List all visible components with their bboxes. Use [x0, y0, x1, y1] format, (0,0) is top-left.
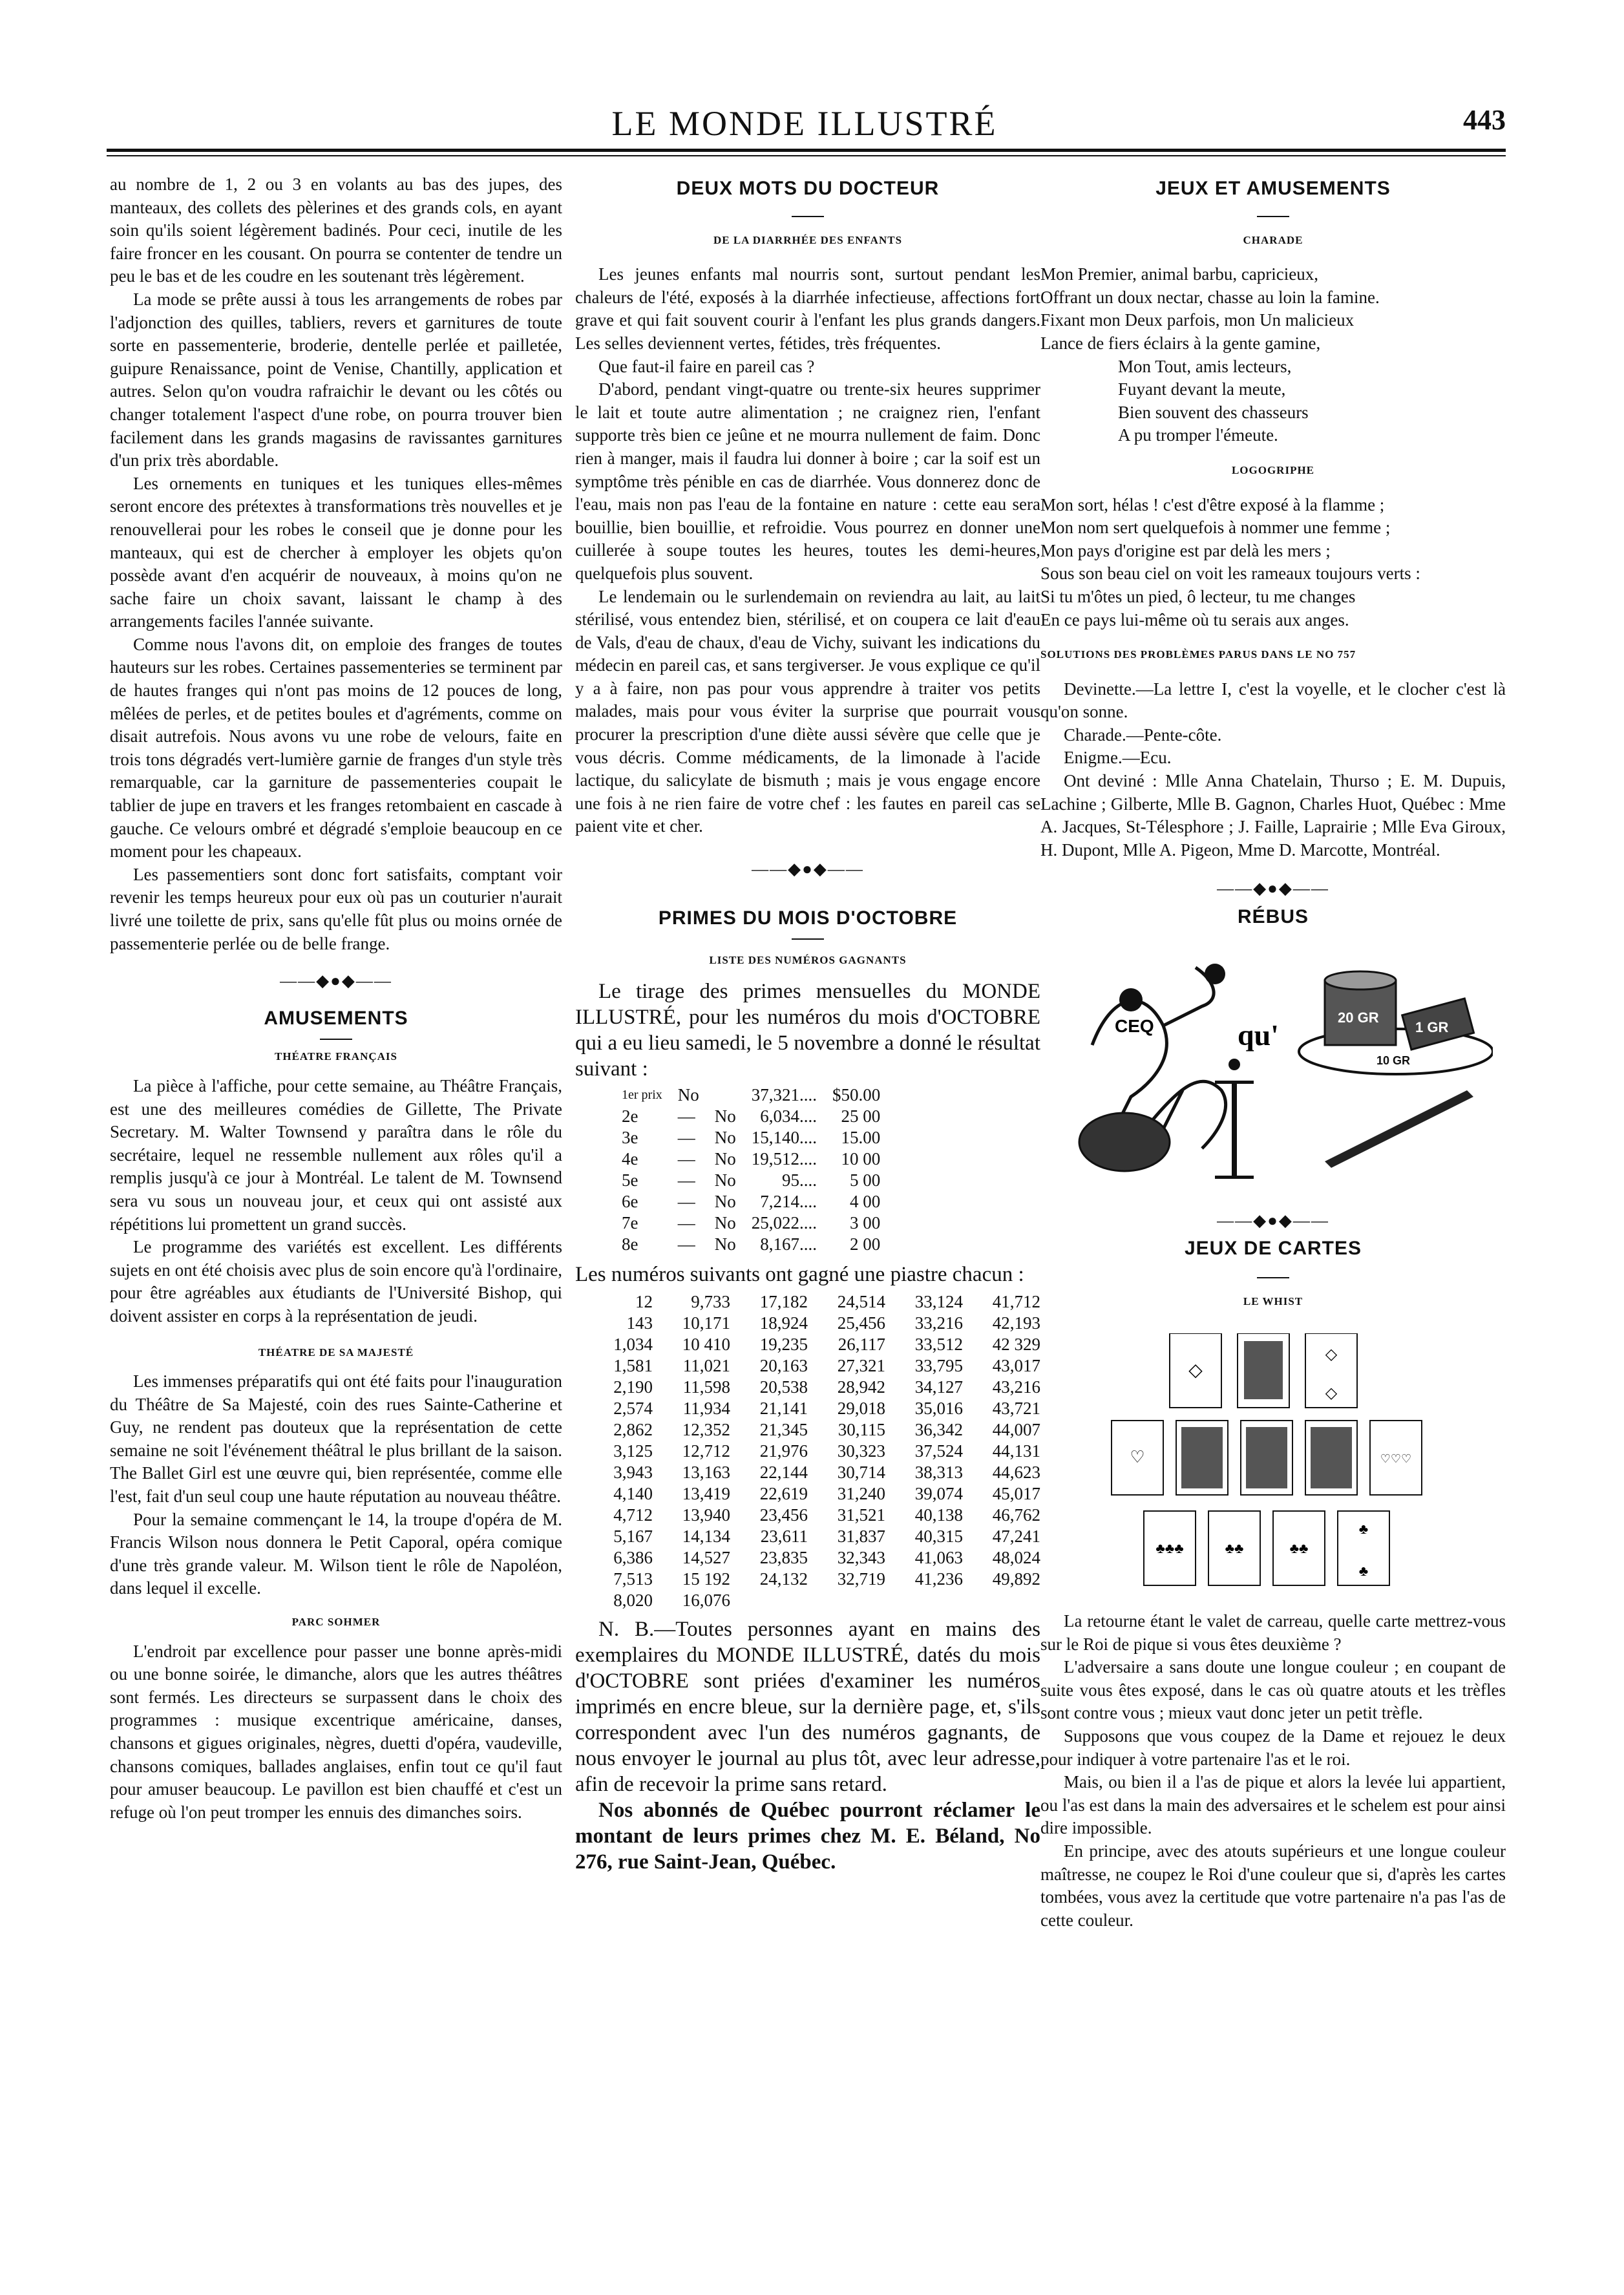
- club-icon: ♣: [1358, 1563, 1369, 1580]
- solutions-heading: SOLUTIONS DES PROBLÈMES PARUS DANS LE NO 757: [1040, 648, 1356, 661]
- winning-number: 31,837: [837, 1526, 885, 1546]
- prize-rank: 7e: [622, 1212, 638, 1232]
- theatre-para: La pièce à l'affiche, pour cette semaine, au Théâtre Français, est une des meilleures comédies de Gillette, The Private Secretary. M. Walter Townsend y paraîtra dans le rôle du secrétaire, lequel ne ressemble nullement aux rôles qu'il a remplis jusqu'à ce jour à Montréal. Le talent de M. Townsend sera vu sous un nouveau jour, et ceux qui ont assisté aux répétitions lui promettent un grand succès.: [110, 1075, 562, 1234]
- prize-rank: 4e: [622, 1148, 638, 1169]
- winning-number: 9,733: [691, 1291, 730, 1311]
- winning-number: 43,017: [992, 1355, 1040, 1375]
- winning-number: 17,182: [759, 1291, 808, 1311]
- winning-number: 20,163: [759, 1355, 808, 1375]
- heart-icon: ♡: [1130, 1448, 1145, 1467]
- winning-number: 11,934: [682, 1398, 730, 1418]
- prize-row: [614, 1212, 888, 1234]
- prize-no: No: [714, 1127, 736, 1147]
- parc-para: L'endroit par excellence pour passer une bonne après-midi ou une bonne soirée, le dimanche, alors que les autres théâtres sont fermés. Les directeurs se surpassent dans le choix des programmes : musique excentrique américaine, danses, chansons et gigues originales, nègres, duetti d'opéra, vaudeville, chansons comiques, ballades anglaises, enfin tout ce qu'il faut pour amuser beaucoup. Le pavillon est bien chauffé et c'est un refuge où l'on peut tromper les ennuis des dimanches soirs.: [110, 1641, 562, 1822]
- weight-label-20: 20 GR: [1338, 1009, 1379, 1026]
- winning-number: 4,140: [613, 1483, 653, 1503]
- prize-dash: —: [677, 1212, 695, 1232]
- winning-number: 2,574: [613, 1398, 653, 1418]
- winning-number: 26,117: [838, 1334, 885, 1354]
- winning-number: 5,167: [613, 1526, 653, 1546]
- heart-icon: ♡♡♡: [1380, 1452, 1412, 1466]
- winning-number: 29,018: [837, 1398, 885, 1418]
- winning-number: 36,342: [914, 1419, 963, 1439]
- column-1: [110, 173, 562, 1824]
- docteur-heading: DEUX MOTS DU DOCTEUR: [676, 178, 940, 199]
- winning-number: 45,017: [992, 1483, 1040, 1503]
- ornament-divider: ——◆●◆——: [280, 971, 392, 991]
- ornament-divider: ——◆●◆——: [1217, 879, 1329, 898]
- winning-number: 12: [635, 1291, 653, 1311]
- winning-number: 30,323: [837, 1441, 885, 1461]
- charade-line: Mon Tout, amis lecteurs,: [1118, 356, 1292, 376]
- prize-row: [614, 1106, 888, 1127]
- heading-dash: [1257, 1277, 1289, 1278]
- winning-number: 42 329: [992, 1334, 1040, 1354]
- ornament-divider: ——◆●◆——: [1217, 1211, 1329, 1230]
- club-icon: ♣♣: [1225, 1540, 1244, 1557]
- card-face-art: [1311, 1427, 1352, 1488]
- heading-dash: [320, 1039, 352, 1040]
- card-row-3: [1144, 1511, 1389, 1585]
- heading-dash: [792, 216, 824, 217]
- winning-number: 23,456: [759, 1505, 808, 1525]
- solution-line: Charade.—Pente-côte.: [1064, 724, 1222, 745]
- prize-amount: 2 00: [850, 1234, 881, 1254]
- page-number: 443: [1463, 104, 1506, 136]
- cartes-heading: JEUX DE CARTES: [1184, 1238, 1362, 1260]
- winning-numbers-grid: [575, 1291, 1040, 1611]
- prize-no: No: [714, 1170, 736, 1190]
- winning-number: 39,074: [914, 1483, 963, 1503]
- club-icon: ♣♣: [1289, 1540, 1309, 1557]
- majeste-heading: THÉATRE DE SA MAJESTÉ: [258, 1346, 414, 1359]
- heading-dash: [1257, 216, 1289, 217]
- winning-number: 13,419: [682, 1483, 730, 1503]
- winning-number: 37,524: [914, 1441, 963, 1461]
- winning-number: 3,943: [613, 1462, 653, 1482]
- prize-rank: 3e: [622, 1127, 638, 1147]
- prize-table: [614, 1084, 888, 1255]
- prize-amount: 15.00: [841, 1127, 881, 1147]
- winning-number: 44,007: [992, 1419, 1040, 1439]
- amusements-heading: AMUSEMENTS: [264, 1007, 408, 1029]
- winning-number: [885, 1590, 963, 1611]
- rebus-illustration: [1053, 929, 1493, 1200]
- winning-number: 23,835: [759, 1547, 808, 1567]
- fashion-para: Les passementiers sont donc fort satisfaits, comptant voir revenir les temps heureux pour eux où pas un couturier n'aurait livré une toilette de prix, sans qu'elle fût plus ou moins ornée de passementerie perlée ou de belle frange.: [110, 864, 562, 953]
- winning-number: 13,163: [682, 1462, 730, 1482]
- winning-number: 24,132: [759, 1569, 808, 1589]
- prize-dash: —: [677, 1191, 695, 1211]
- prize-no: No: [714, 1148, 736, 1169]
- column-3: [1040, 173, 1506, 1932]
- fashion-para: au nombre de 1, 2 ou 3 en volants au bas des jupes, des manteaux, des collets des pèlerines et des grands cols, en ayant soin qu'ils soient légèrement badinés. Pour ceci, inutile de les faire froncer en les cousant. On pourra se contenter de tendre un peu le bas et de les coudre en les soutenant très légèrement.: [110, 175, 562, 286]
- masthead-title: LE MONDE ILLUSTRÉ: [611, 104, 998, 143]
- charade-line: Lance de fiers éclairs à la gente gamine,: [1040, 333, 1321, 353]
- winning-number: 25,456: [837, 1313, 885, 1333]
- club-icon: ♣: [1358, 1521, 1369, 1538]
- card-face-art: [1181, 1427, 1223, 1488]
- prize-amount: 4 00: [850, 1191, 881, 1211]
- prize-amount: 5 00: [850, 1170, 881, 1190]
- winning-number: 21,345: [759, 1419, 808, 1439]
- card-face-art: [1244, 1341, 1283, 1399]
- winning-number: 48,024: [992, 1547, 1040, 1567]
- prize-no: No: [714, 1234, 736, 1254]
- prize-number: 37,321....: [751, 1084, 817, 1105]
- winning-number: 21,141: [759, 1398, 808, 1418]
- diamond-icon: ◇: [1325, 1346, 1338, 1364]
- solution-line: Ont deviné : Mlle Anna Chatelain, Thurso ; E. M. Dupuis, Lachine ; Gilberte, Mlle B. Gagnon, Charles Huot, Québec : Mme A. Jacques, St-Télesphore ; J. Faille, Laprairie ; Mlle Eva Giroux, H. Dupont, Mlle A. Pigeon, Mme D. Marcotte, Montréal.: [1040, 771, 1506, 860]
- winning-number: [730, 1590, 808, 1611]
- winning-number: 30,115: [838, 1419, 885, 1439]
- winning-number: 12,712: [682, 1441, 730, 1461]
- prize-no: No: [677, 1084, 699, 1105]
- prize-number: 15,140....: [751, 1127, 817, 1147]
- prize-number: 95....: [782, 1170, 817, 1190]
- fashion-para: Les ornements en tuniques et les tuniques elles-mêmes seront encore des prétextes à transformations très nouvelles et je renouvellerai pour les robes le conseil que je donne pour les manteaux, qui est de chercher à employer les objets qu'on possède avant d'en acquérir de nouveaux, à moins qu'on ne sache faire un choix savant, laissant le champ à des arrangements faciles l'année suivante.: [110, 473, 562, 631]
- winning-number: [808, 1590, 885, 1611]
- winning-number: 16,076: [682, 1590, 730, 1610]
- logogriphe-line: Sous son beau ciel on voit les rameaux toujours verts :: [1040, 564, 1420, 584]
- winning-number: 1,034: [613, 1334, 653, 1354]
- winning-number: 43,216: [992, 1377, 1040, 1397]
- prize-row: [614, 1084, 888, 1106]
- winning-number: 21,976: [759, 1441, 808, 1461]
- prize-no: No: [714, 1106, 736, 1126]
- winning-number: 28,942: [837, 1377, 885, 1397]
- charade-line: Mon Premier, animal barbu, capricieux,: [1040, 264, 1319, 284]
- winning-number: 33,512: [914, 1334, 963, 1354]
- winning-number: 31,240: [837, 1483, 885, 1503]
- shell-illustration: [1079, 1113, 1170, 1171]
- whist-heading: LE WHIST: [1243, 1295, 1303, 1307]
- winning-number: 11,021: [682, 1355, 730, 1375]
- prize-dash: —: [677, 1106, 695, 1126]
- winning-number: 15 192: [682, 1569, 730, 1589]
- charade-heading: CHARADE: [1243, 233, 1303, 246]
- parc-heading: PARC SOHMER: [291, 1616, 381, 1629]
- winning-number: 8,020: [613, 1590, 653, 1610]
- cartes-para: Supposons que vous coupez de la Dame et rejouez le deux pour indiquer à votre partenaire l'as et le roi.: [1040, 1726, 1506, 1769]
- winning-number: 32,343: [837, 1547, 885, 1567]
- logogriphe-line: En ce pays lui-même où tu serais aux anges.: [1040, 609, 1349, 629]
- fashion-para: Comme nous l'avons dit, on emploie des franges de toutes hauteurs sur les robes. Certaines passementeries se terminent par de hautes franges qui n'ont pas moins de 12 pouces de long, mêlées de perles, et de petites boules et d'agréments, comme on disait autrefois. Nous avons vu une robe de velours, faite en trois tons dégradés vert-lumière garnie de franges d'un style très remarquable, car la garniture de passementeries coupait le tablier de jupe en travers et les franges retombaient en cascade à gauche. Ce velours ombré et dégradé s'emploie beaucoup en ce moment pour les chapeaux.: [110, 634, 562, 862]
- charade-line: Fuyant devant la meute,: [1118, 379, 1286, 399]
- winning-number: 33,216: [914, 1313, 963, 1333]
- whist-cards-illustration: [1040, 1333, 1506, 1592]
- winning-number: 27,321: [837, 1355, 885, 1375]
- jeux-heading: JEUX ET AMUSEMENTS: [1155, 178, 1391, 199]
- majeste-para: Les immenses préparatifs qui ont été faits pour l'inauguration du Théâtre de Sa Majesté, coin des rues Sainte-Catherine et Guy, ne rendent pas douteux que la représentation de cette semaine ne soit l'événement théâtral le plus brillant de la saison. The Ballet Girl est une œuvre qui, bien représentée, comme elle l'est, fait d'un seul coup une haute réputation au nouveau théâtre.: [110, 1371, 562, 1507]
- prize-rank: 8e: [622, 1234, 638, 1254]
- prize-row: [614, 1148, 888, 1170]
- card-row-2: [1112, 1421, 1422, 1495]
- prize-row: [614, 1127, 888, 1148]
- heading-dash: [792, 938, 824, 940]
- winning-number: 42,193: [992, 1313, 1040, 1333]
- club-icon: ♣♣♣: [1155, 1540, 1184, 1557]
- nb-para: N. B.—Toutes personnes ayant en mains des exemplaires du MONDE ILLUSTRÉ, datés du mois d'OCTOBRE sont priées d'examiner les numéros imprimés en encre bleue, sur la dernière page, et, s'ils correspondent avec l'un des numéros gagnants, de nous envoyer le journal au plus tôt, avec leur adresse, afin de recevoir la prime sans retard.: [575, 1617, 1040, 1796]
- winning-number: 24,514: [837, 1291, 885, 1311]
- diamond-icon: ◇: [1325, 1385, 1338, 1402]
- docteur-para: Le lendemain ou le surlendemain on reviendra au lait, au lait stérilisé, vous entendez bien, stérilisé, et on coupera ce lait d'eau de Vals, d'eau de chaux, d'eau de Vichy, suivant les indications du médecin en pareil cas, et sans tergiverser. Je vous explique ce qu'il y a à faire, non pas pour vous apprendre à traiter vos petits malades, mais pour vous éviter la surprise que pourrait vous procurer la prescription d'une diète aussi sévère que celle que je vous décris. Comme médicaments, de la limonade à l'acide lactique, du salicylate de bismuth ; mais je vous engage encore une fois à ne rien faire de votre chef : les fautes en pareil cas se paient vite et cher.: [575, 586, 1040, 836]
- winning-number: 18,924: [759, 1313, 808, 1333]
- prize-no: No: [714, 1212, 736, 1232]
- prize-number: 19,512....: [751, 1148, 817, 1169]
- weight-label-1: 1 GR: [1415, 1019, 1449, 1035]
- cartes-para: L'adversaire a sans doute une longue couleur ; en coupant de suite vous êtes exposé, dans le cas où quatre atouts et les trèfles sont contre vous ; mieux vaut donc jeter un petit trèfle.: [1040, 1657, 1506, 1723]
- docteur-subheading: DE LA DIARRHÉE DES ENFANTS: [713, 233, 903, 246]
- charade-line: Fixant mon Deux parfois, mon Un malicieux: [1040, 310, 1355, 330]
- diamond-icon: ◇: [1188, 1360, 1203, 1381]
- winning-number: 12,352: [682, 1419, 730, 1439]
- header-rule: [107, 149, 1506, 152]
- theatre-para: Le programme des variétés est excellent. Les différents sujets en ont été choisis avec plus de soin encore qu'à l'ordinaire, pour être agréables aux étudiants de l'Université Bishop, qui doivent assister en corps à la représentation de jeudi.: [110, 1237, 562, 1326]
- winning-number: [963, 1590, 1040, 1611]
- winning-number: 10 410: [682, 1334, 730, 1354]
- winning-number: 2,190: [613, 1377, 653, 1397]
- rebus-heading: RÉBUS: [1237, 906, 1309, 928]
- rebus-ceq-label: CEQ: [1115, 1015, 1154, 1036]
- pen-illustration: [1325, 1090, 1473, 1168]
- prize-dash: —: [677, 1170, 695, 1190]
- prize-number: 7,214....: [760, 1191, 817, 1211]
- winning-number: 10,171: [682, 1313, 730, 1333]
- prize-number: 25,022....: [751, 1212, 817, 1232]
- letter-i-illustration: [1215, 1059, 1254, 1179]
- card-face-art: [1246, 1427, 1287, 1488]
- prize-row: [614, 1191, 888, 1212]
- weights-illustration: [1299, 971, 1493, 1074]
- winning-number: 33,795: [914, 1355, 963, 1375]
- header-rule-thin: [107, 155, 1506, 156]
- theatre-francais-heading: THÉATRE FRANÇAIS: [275, 1050, 397, 1063]
- winning-number: 22,619: [759, 1483, 808, 1503]
- fashion-para: La mode se prête aussi à tous les arrangements de robes par l'adjonction des quilles, tabliers, revers et garnitures de toute sorte en passementerie, broderie, dentelle perlée et pailletée, guipure Renaissance, point de Venise, Chantilly, application et autres. Selon qu'on voudra rafraichir le devant ou les côtés ou changer totalement l'aspect d'une robe, on pourra trouver bien facilement dans les grands magasins de ravissantes garnitures d'un prix très abordable.: [110, 289, 562, 471]
- logogriphe-line: Mon pays d'origine est par delà les mers ;: [1040, 540, 1331, 560]
- prize-rank: 6e: [622, 1191, 638, 1211]
- prize-amount: 10 00: [841, 1148, 881, 1169]
- charade-line: Bien souvent des chasseurs: [1118, 402, 1309, 422]
- winning-number: 14,134: [682, 1526, 730, 1546]
- winning-number: 3,125: [613, 1441, 653, 1461]
- winning-number: 143: [626, 1313, 653, 1333]
- winning-number: 49,892: [992, 1569, 1040, 1589]
- prize-no: No: [714, 1191, 736, 1211]
- winning-number: 41,236: [914, 1569, 963, 1589]
- page-header: [103, 103, 1506, 149]
- numbers-intro: Les numéros suivants ont gagné une piastre chacun :: [575, 1262, 1024, 1286]
- quebec-para: Nos abonnés de Québec pourront réclamer le montant de leurs primes chez M. E. Béland, No 276, rue Saint-Jean, Québec.: [575, 1798, 1040, 1874]
- prize-row: [614, 1170, 888, 1191]
- prize-amount: 25 00: [841, 1106, 881, 1126]
- winning-number: 2,862: [613, 1419, 653, 1439]
- winning-number: 19,235: [759, 1334, 808, 1354]
- winning-number: 13,940: [682, 1505, 730, 1525]
- logogriphe-line: Si tu m'ôtes un pied, ô lecteur, tu me changes: [1040, 586, 1356, 606]
- winning-number: 33,124: [914, 1291, 963, 1311]
- winning-number: 11,598: [682, 1377, 730, 1397]
- winning-number: 32,719: [837, 1569, 885, 1589]
- winning-number: 30,714: [837, 1462, 885, 1482]
- winning-number: 44,623: [992, 1462, 1040, 1482]
- primes-heading: PRIMES DU MOIS D'OCTOBRE: [658, 907, 958, 929]
- winning-number: 7,513: [613, 1569, 653, 1589]
- winning-number: 41,712: [992, 1291, 1040, 1311]
- winning-number: 23,611: [760, 1526, 808, 1546]
- cartes-para: La retourne étant le valet de carreau, quelle carte mettrez-vous sur le Roi de pique si vous êtes deuxième ?: [1040, 1611, 1506, 1654]
- winning-number: 35,016: [914, 1398, 963, 1418]
- weight-label-10: 10 GR: [1376, 1053, 1411, 1067]
- solution-line: Devinette.—La lettre I, c'est la voyelle, et le clocher c'est là qu'on sonne.: [1040, 679, 1506, 722]
- docteur-para: Que faut-il faire en pareil cas ?: [598, 356, 815, 376]
- prize-amount: $50.00: [832, 1084, 881, 1105]
- cartes-para: Mais, ou bien il a l'as de pique et alors la levée lui appartient, ou l'as est dans la main des adversaires et le schelem est pour ainsi dire impossible.: [1040, 1772, 1506, 1838]
- primes-subheading: LISTE DES NUMÉROS GAGNANTS: [709, 954, 907, 967]
- docteur-para: D'abord, pendant vingt-quatre ou trente-six heures supprimer le lait et toute autre alimentation ; ne craignez rien, l'enfant supporte très bien ce jeûne et ne mourra nullement de faim. Donc rien à manger, mais il faudra lui donner à boire ; car la soif est un symptôme très pénible en cas de diarrhée. Vous donnerez donc de l'eau, mais non pas l'eau de la fontaine en nature : cette eau sera bouillie, bien bouillie, et refroidie. Vous pourrez en donner une cuillerée à soupe toutes les heures, toutes les demi-heures, quelquefois plus souvent.: [575, 379, 1040, 583]
- winning-number: 1,581: [613, 1355, 653, 1375]
- primes-intro: Le tirage des primes mensuelles du MONDE ILLUSTRÉ, pour les numéros du mois d'OCTOBRE qui a eu lieu samedi, le 5 novembre a donné le résultat suivant :: [575, 979, 1040, 1081]
- logogriphe-line: Mon sort, hélas ! c'est d'être exposé à la flamme ;: [1040, 494, 1385, 514]
- charade-line: Offrant un doux nectar, chasse au loin la famine.: [1040, 287, 1380, 307]
- prize-rank: 1er prix: [622, 1087, 662, 1102]
- prize-dash: —: [677, 1127, 695, 1147]
- winning-number: 44,131: [992, 1441, 1040, 1461]
- winning-number: 41,063: [914, 1547, 963, 1567]
- winning-number: 4,712: [613, 1505, 653, 1525]
- solution-line: Enigme.—Ecu.: [1064, 748, 1172, 768]
- winning-number: 47,241: [992, 1526, 1040, 1546]
- cartes-para: En principe, avec des atouts supérieurs et une longue couleur maîtresse, ne coupez le Roi d'une couleur que si, d'après les cartes tombées, vous avez la certitude que votre partenaire n'a pas l'as de cette couleur.: [1040, 1841, 1506, 1930]
- winning-number: 46,762: [992, 1505, 1040, 1525]
- charade-line: A pu tromper l'émeute.: [1118, 425, 1278, 445]
- logogriphe-heading: LOGOGRIPHE: [1231, 463, 1315, 476]
- winning-number: 38,313: [914, 1462, 963, 1482]
- prize-rank: 2e: [622, 1106, 638, 1126]
- winning-number: 22,144: [759, 1462, 808, 1482]
- winning-number: 6,386: [613, 1547, 653, 1567]
- winning-number: 34,127: [914, 1377, 963, 1397]
- prize-row: [614, 1234, 888, 1255]
- logogriphe-line: Mon nom sert quelquefois à nommer une femme ;: [1040, 518, 1391, 538]
- prize-number: 8,167....: [760, 1234, 817, 1254]
- prize-dash: —: [677, 1148, 695, 1169]
- winning-number: 31,521: [837, 1505, 885, 1525]
- prize-amount: 3 00: [850, 1212, 881, 1232]
- winning-number: 40,138: [914, 1505, 963, 1525]
- winning-number: 20,538: [759, 1377, 808, 1397]
- prize-number: 6,034....: [760, 1106, 817, 1126]
- rebus-qu-label: qu': [1238, 1018, 1279, 1052]
- winning-number: 40,315: [914, 1526, 963, 1546]
- docteur-para: Les jeunes enfants mal nourris sont, surtout pendant les chaleurs de l'été, exposés à la diarrhée infectieuse, affections fort grave et qui fait souvent courir à l'enfant les plus grands dangers. Les selles deviennent vertes, fétides, très fréquentes.: [575, 264, 1040, 353]
- column-2: [575, 173, 1040, 1875]
- prize-dash: —: [677, 1234, 695, 1254]
- winning-number: 43,721: [992, 1398, 1040, 1418]
- ornament-divider: ——◆●◆——: [752, 860, 864, 879]
- winning-number: 14,527: [682, 1547, 730, 1567]
- card-row-1: [1170, 1333, 1357, 1408]
- majeste-para: Pour la semaine commençant le 14, la troupe d'opéra de M. Francis Wilson nous donnera le Petit Caporal, opéra comique d'une très grande valeur. M. Wilson tient le rôle de Napoléon, dans lequel il excelle.: [110, 1509, 562, 1598]
- prize-rank: 5e: [622, 1170, 638, 1190]
